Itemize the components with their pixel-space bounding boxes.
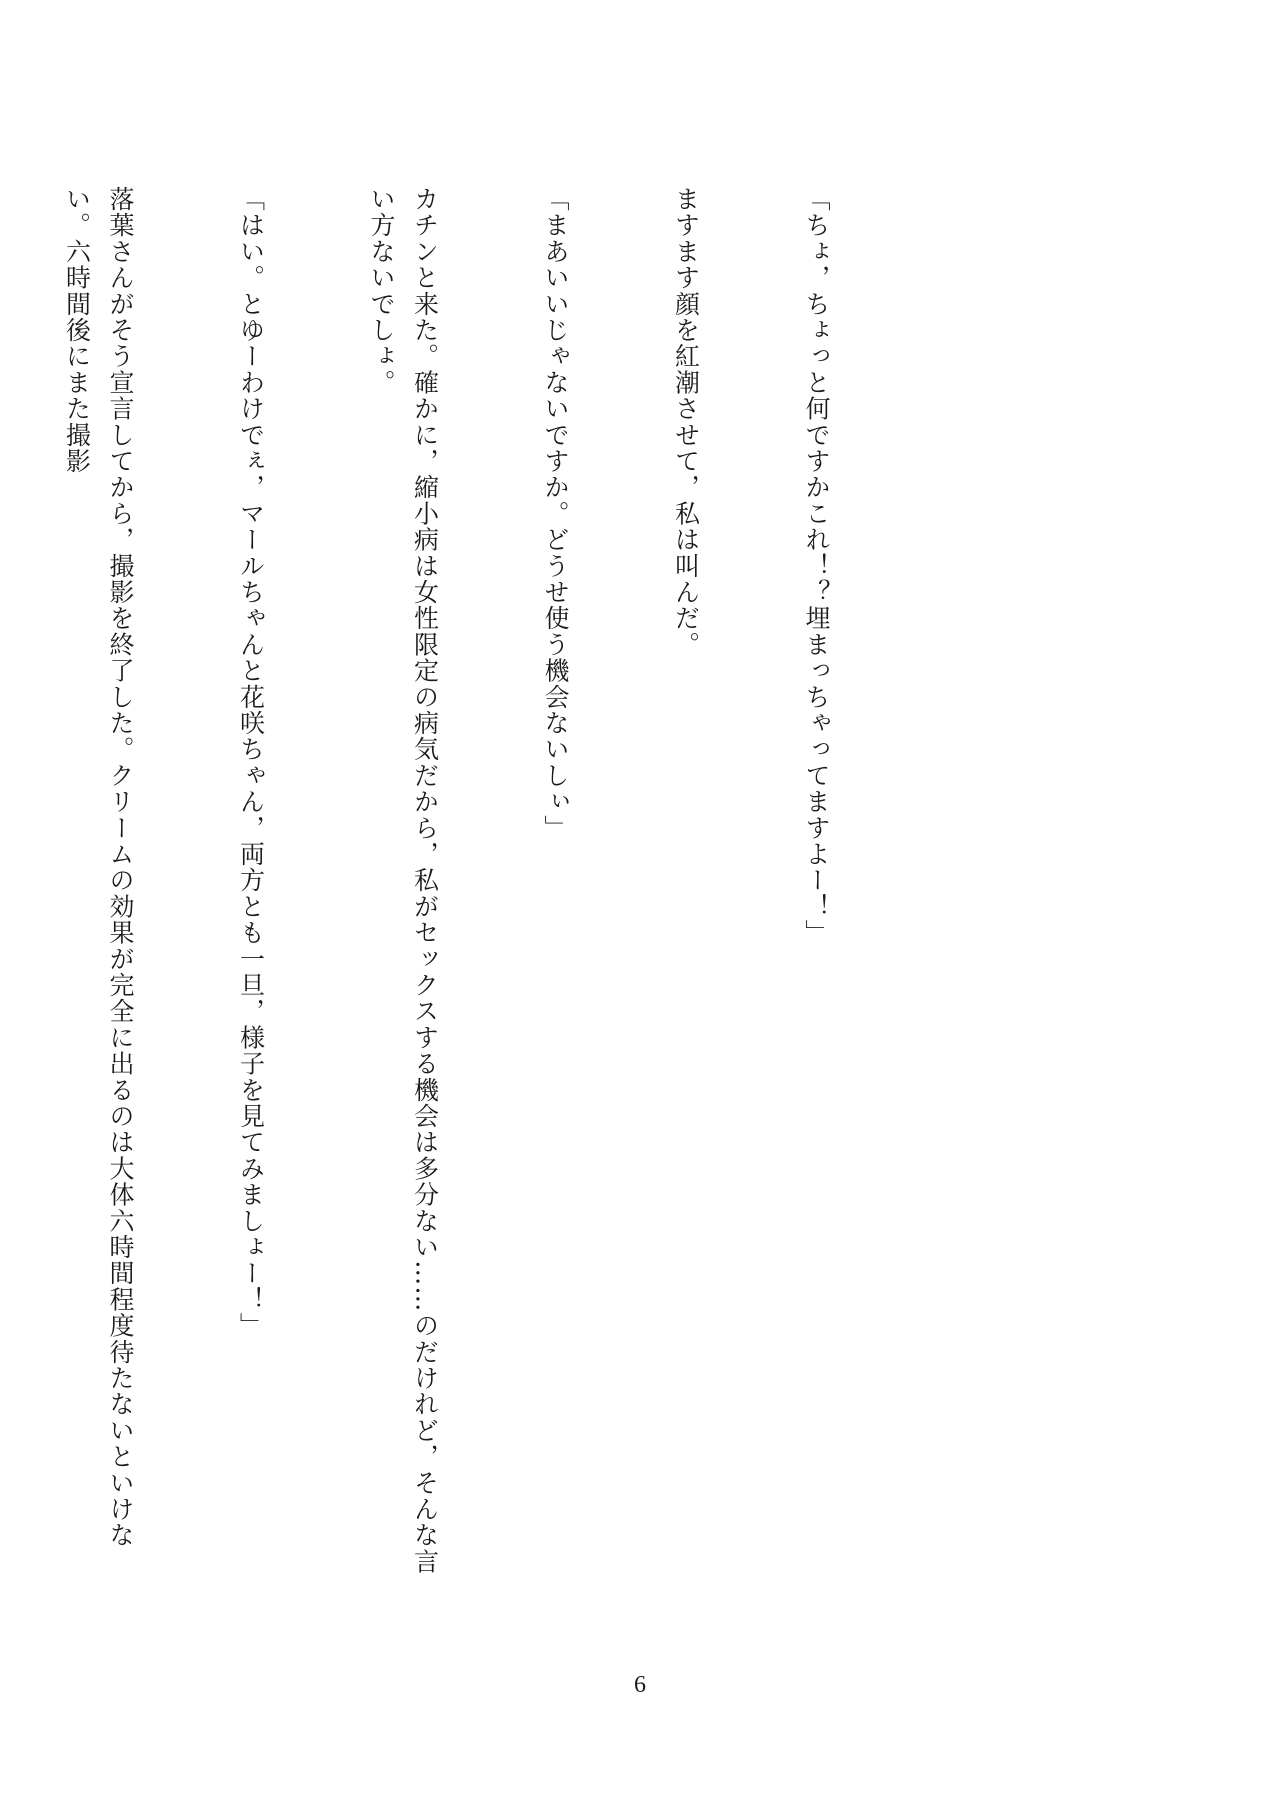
- text-line-6: 落葉さんがそう宣言してから，撮影を終了した。クリームの効果が完全に出るのは大体六時間程度待たないといけない。六時間後にまた撮影: [62, 186, 135, 1549]
- text-line-4: カチンと来た。確かに，縮小病は女性限定の病気だから，私がセックスする機会は多分ない……のだけれど，そんな言い方ないでしょ。: [367, 186, 440, 1575]
- text-line-2: ますます顔を紅潮させて，私は叫んだ。: [671, 186, 701, 658]
- text-line-5: 「はい。とゆーわけでぇ，マールちゃんと花咲ちゃん，両方とも一旦，様子を見てみましょー！」: [236, 186, 266, 1339]
- vertical-text-body: [0, 186, 925, 1576]
- text-line-3: 「まあいいじゃないですか。どうせ使う機会ないしぃ」: [541, 186, 570, 841]
- page-number: 6: [634, 1672, 646, 1698]
- text-line-1: 「ちょ，ちょっと何ですかこれ！？埋まっちゃってますよー！」: [802, 186, 831, 946]
